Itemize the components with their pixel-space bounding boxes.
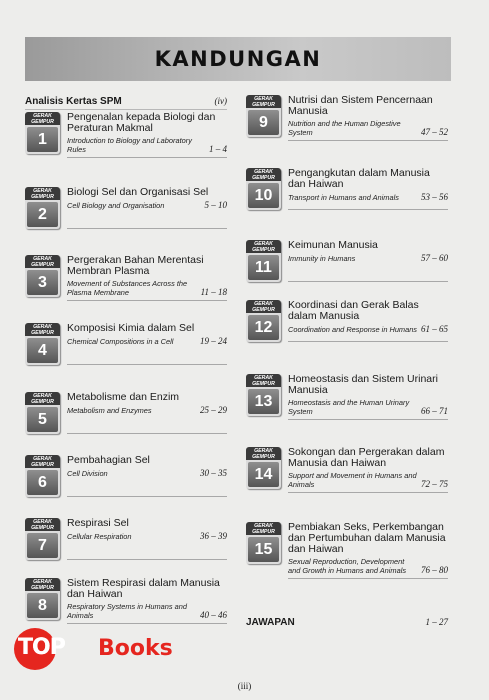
chapter-entry	[25, 392, 227, 434]
chapter-number: 7	[27, 533, 58, 558]
chapter-badge	[246, 300, 281, 342]
chapter-entry	[25, 112, 227, 158]
badge-label: GERAK GEMPUR	[246, 300, 281, 313]
chapter-number: 2	[27, 202, 58, 227]
chapter-badge	[246, 168, 281, 210]
chapter-text	[288, 240, 448, 282]
chapter-title-ms: Keimunan Manusia	[288, 239, 378, 251]
chapter-title-ms: Pergerakan Bahan Merentasi Membran Plasma	[67, 254, 204, 277]
chapter-badge	[246, 522, 281, 564]
chapter-title-en: Transport in Humans and Animals	[288, 193, 399, 202]
chapter-pages: 57 – 60	[421, 253, 448, 263]
answers-label: JAWAPAN	[246, 617, 295, 628]
chapter-pages: 40 – 46	[200, 610, 227, 620]
badge-label: GERAK GEMPUR	[246, 168, 281, 181]
chapter-pages: 47 – 52	[421, 127, 448, 137]
badge-label: GERAK GEMPUR	[25, 578, 60, 591]
chapter-text	[67, 187, 227, 229]
chapter-number: 6	[27, 470, 58, 495]
chapter-entry	[246, 95, 448, 141]
answers-entry	[246, 617, 448, 628]
badge-label: GERAK GEMPUR	[25, 112, 60, 125]
chapter-number: 3	[27, 270, 58, 295]
chapter-badge	[246, 374, 281, 416]
store-logo	[14, 628, 194, 668]
chapter-number: 15	[248, 537, 279, 562]
chapter-entry	[25, 578, 227, 624]
badge-label: GERAK GEMPUR	[25, 455, 60, 468]
chapter-title-en: Respiratory Systems in Humans and Animals	[67, 602, 187, 620]
chapter-entry	[246, 522, 448, 579]
badge-label: GERAK GEMPUR	[25, 518, 60, 531]
chapter-pages: 36 – 39	[200, 531, 227, 541]
chapter-number: 9	[248, 110, 279, 135]
chapter-text	[67, 518, 227, 560]
chapter-title-en: Coordination and Response in Humans	[288, 325, 418, 334]
page-number: (iii)	[237, 681, 252, 691]
badge-label: GERAK GEMPUR	[246, 447, 281, 460]
logo-text-books: Books	[98, 636, 173, 661]
chapter-number: 5	[27, 407, 58, 432]
chapter-text	[67, 455, 227, 497]
chapter-badge	[246, 447, 281, 489]
chapter-entry	[246, 374, 448, 420]
chapter-entry	[25, 187, 227, 229]
chapter-number: 10	[248, 183, 279, 208]
chapter-number: 8	[27, 593, 58, 618]
chapter-title-en: Chemical Compositions in a Cell	[67, 337, 174, 346]
chapter-pages: 11 – 18	[200, 287, 227, 297]
chapter-title-en: Metabolism and Enzymes	[67, 406, 152, 415]
chapter-entry	[25, 255, 227, 301]
chapter-text	[288, 447, 448, 493]
chapter-title-ms: Pembahagian Sel	[67, 454, 150, 466]
chapter-pages: 30 – 35	[200, 468, 227, 478]
chapter-pages: 76 – 80	[421, 565, 448, 575]
chapter-pages: 1 – 4	[209, 144, 227, 154]
chapter-title-en: Cellular Respiration	[67, 532, 132, 541]
chapter-title-ms: Homeostasis dan Sistem Urinari Manusia	[288, 373, 438, 396]
chapter-badge	[25, 578, 60, 620]
badge-label: GERAK GEMPUR	[25, 255, 60, 268]
chapter-title-ms: Sokongan dan Pergerakan dalam Manusia dan Haiwan	[288, 446, 445, 469]
chapter-title-en: Movement of Substances Across the Plasma Membrane	[67, 279, 188, 297]
badge-label: GERAK GEMPUR	[246, 240, 281, 253]
chapter-text	[288, 374, 448, 420]
intro-entry	[25, 96, 227, 110]
chapter-title-en: Cell Division	[67, 469, 108, 478]
chapter-badge	[25, 455, 60, 497]
chapter-title-ms: Pengenalan kepada Biologi dan Peraturan Makmal	[67, 111, 216, 134]
chapter-badge	[25, 323, 60, 365]
chapter-title-ms: Pembiakan Seks, Perkembangan dan Pertumbuhan dalam Manusia dan Haiwan	[288, 521, 446, 555]
chapter-title-en: Introduction to Biology and Laboratory Rules	[67, 136, 192, 154]
chapter-badge	[25, 187, 60, 229]
chapter-number: 12	[248, 315, 279, 340]
answers-pages: 1 – 27	[425, 617, 448, 627]
chapter-text	[67, 392, 227, 434]
chapter-text	[67, 323, 227, 365]
logo-text-top: TOP	[18, 635, 65, 660]
chapter-title-ms: Metabolisme dan Enzim	[67, 391, 180, 403]
chapter-title-ms: Koordinasi dan Gerak Balas dalam Manusia	[288, 299, 419, 322]
chapter-title-en: Support and Movement in Humans and Animals	[288, 471, 417, 489]
chapter-badge	[25, 112, 60, 154]
chapter-pages: 53 – 56	[421, 192, 448, 202]
badge-label: GERAK GEMPUR	[25, 392, 60, 405]
chapter-entry	[246, 300, 448, 342]
chapter-entry	[25, 323, 227, 365]
chapter-badge	[25, 392, 60, 434]
chapter-entry	[25, 518, 227, 560]
badge-label: GERAK GEMPUR	[246, 95, 281, 108]
intro-label: Analisis Kertas SPM	[25, 96, 122, 107]
badge-label: GERAK GEMPUR	[246, 374, 281, 387]
chapter-entry	[246, 240, 448, 282]
chapter-pages: 61 – 65	[421, 324, 448, 334]
chapter-number: 14	[248, 462, 279, 487]
chapter-pages: 5 – 10	[204, 200, 227, 210]
chapter-title-ms: Sistem Respirasi dalam Manusia dan Haiwan	[67, 577, 220, 600]
chapter-number: 4	[27, 338, 58, 363]
chapter-entry	[246, 447, 448, 493]
chapter-pages: 72 – 75	[421, 479, 448, 489]
chapter-pages: 25 – 29	[200, 405, 227, 415]
chapter-pages: 19 – 24	[200, 336, 227, 346]
badge-label: GERAK GEMPUR	[246, 522, 281, 535]
chapter-title-ms: Biologi Sel dan Organisasi Sel	[67, 186, 209, 198]
chapter-title-ms: Komposisi Kimia dalam Sel	[67, 322, 195, 334]
chapter-title-en: Homeostasis and the Human Urinary System	[288, 398, 410, 416]
intro-page: (iv)	[214, 96, 227, 106]
contents-banner	[25, 37, 451, 81]
chapter-title-ms: Pengangkutan dalam Manusia dan Haiwan	[288, 167, 430, 190]
chapter-number: 11	[248, 255, 279, 280]
badge-label: GERAK GEMPUR	[25, 187, 60, 200]
chapter-title-en: Cell Biology and Organisation	[67, 201, 165, 210]
badge-label: GERAK GEMPUR	[25, 323, 60, 336]
page-title: KANDUNGAN	[154, 47, 322, 71]
chapter-text	[288, 522, 448, 579]
chapter-pages: 66 – 71	[421, 406, 448, 416]
chapter-title-en: Sexual Reproduction, Development and Growth in Humans and Animals	[288, 557, 407, 575]
chapter-text	[67, 112, 227, 158]
chapter-title-en: Nutrition and the Human Digestive System	[288, 119, 401, 137]
chapter-text	[288, 95, 448, 141]
chapter-badge	[246, 240, 281, 282]
chapter-badge	[25, 255, 60, 297]
chapter-text	[67, 255, 227, 301]
chapter-text	[288, 300, 448, 342]
chapter-entry	[25, 455, 227, 497]
chapter-title-en: Immunity in Humans	[288, 254, 356, 263]
chapter-number: 13	[248, 389, 279, 414]
chapter-text	[67, 578, 227, 624]
chapter-text	[288, 168, 448, 210]
chapter-badge	[25, 518, 60, 560]
chapter-entry	[246, 168, 448, 210]
chapter-title-ms: Nutrisi dan Sistem Pencernaan Manusia	[288, 94, 433, 117]
chapter-title-ms: Respirasi Sel	[67, 517, 129, 529]
chapter-number: 1	[27, 127, 58, 152]
chapter-badge	[246, 95, 281, 137]
